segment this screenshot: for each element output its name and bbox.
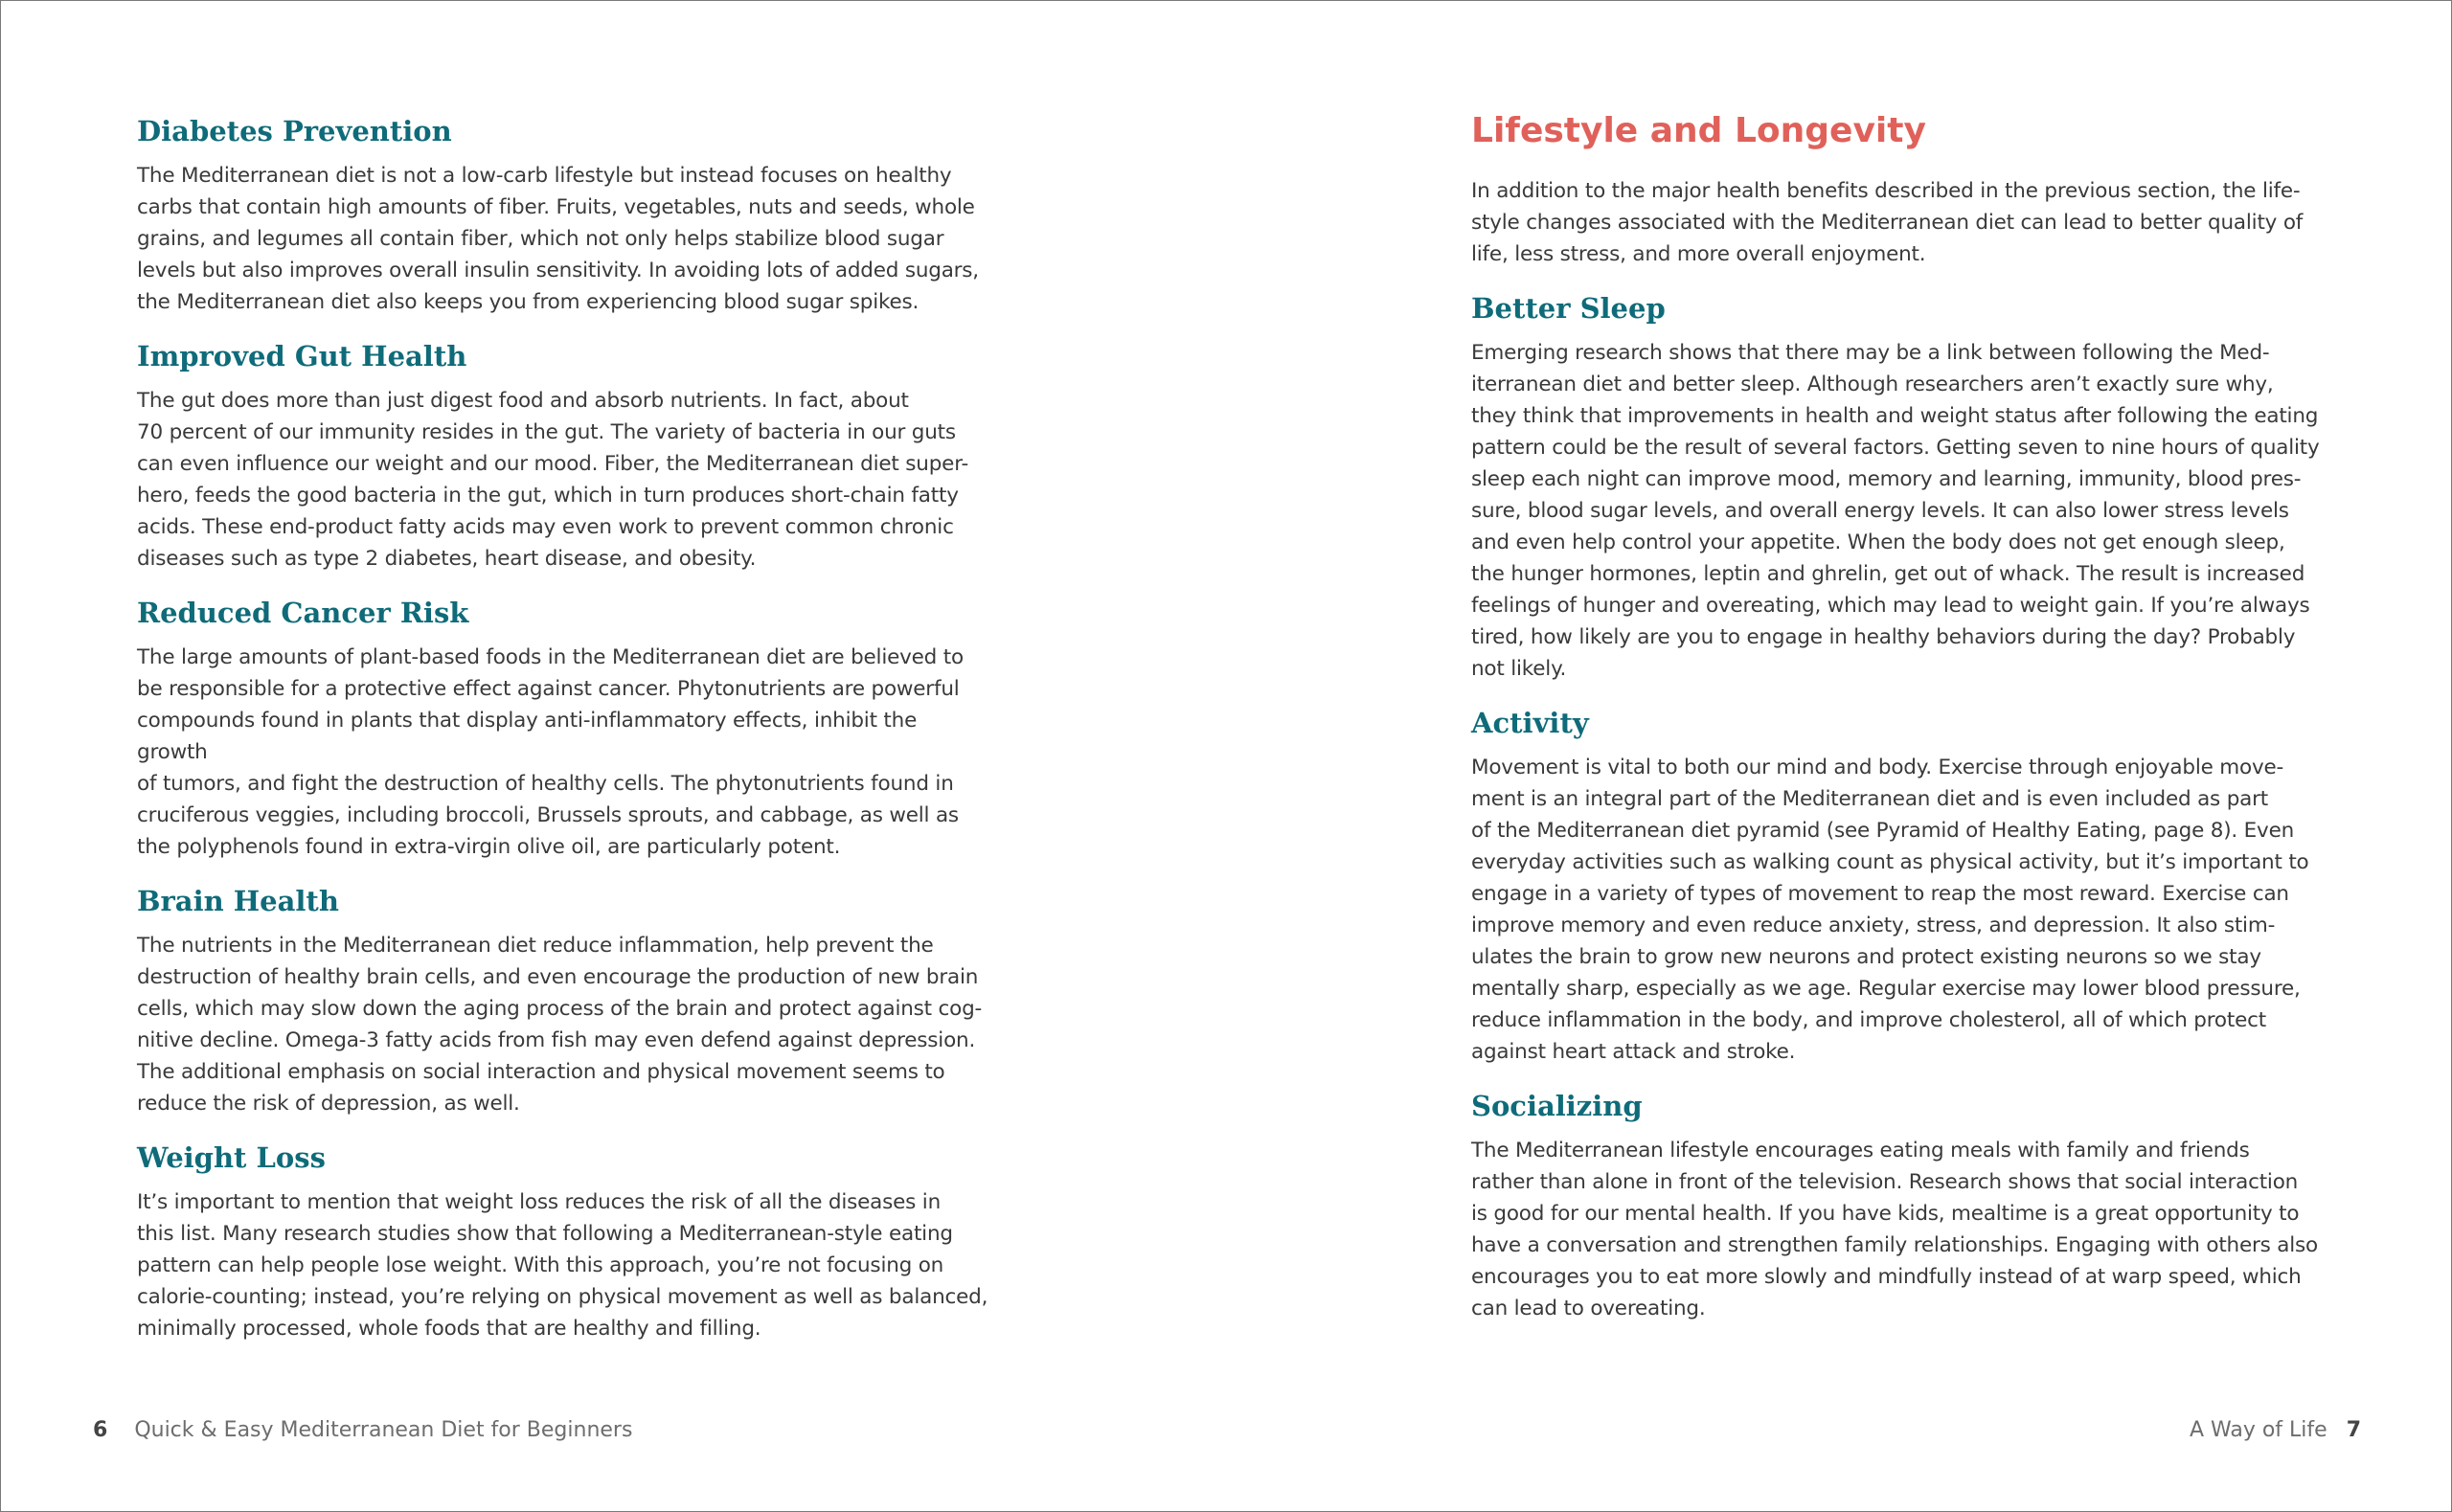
section-title: Better Sleep	[1471, 292, 1666, 325]
left-page-footer	[93, 1418, 632, 1442]
running-section-title: A Way of Life	[2189, 1418, 2327, 1442]
section-title: Improved Gut Health	[137, 340, 467, 372]
section-body: The nutrients in the Mediterranean diet reduce inflammation, help prevent the destruction of healthy brain cells, and even encourage the production of new brain cells, which may slow down the aging process of the brain and protect against cog- nitive decline. Omega-3 fatty acids from fish may even defend against depression. The additional emphasis on social interaction and physical movement seems to reduce the risk of depression, as well.	[137, 934, 983, 1116]
section-body: The Mediterranean diet is not a low-carb lifestyle but instead focuses on healthy carbs that contain high amounts of fiber. Fruits, vegetables, nuts and seeds, whole grains, and legumes all contain fiber, which not only helps stabilize blood sugar levels but also improves overall insulin sensitivity. In avoiding lots of added sugars, the Mediterranean diet also keeps you from experiencing blood sugar spikes.	[137, 164, 979, 314]
section-body: It’s important to mention that weight loss reduces the risk of all the diseases in this list. Many research studies show that following a Mediterranean-style eating pattern can help people lose weight. With this approach, you’re not focusing on calorie-counting; instead, you’re relying on physical movement as well as balanced, minimally processed, whole foods that are healthy and filling.	[137, 1190, 988, 1341]
section-improved-gut-health	[137, 331, 989, 575]
section-body: The gut does more than just digest food and absorb nutrients. In fact, about 70 percent of our immunity resides in the gut. The variety of bacteria in our guts can even influence our weight and our mood. Fiber, the Mediterranean diet super- hero, feeds the good bacteria in the gut, which in turn produces short-chain fatty acids. These end-product fatty acids may even work to prevent common chronic diseases such as type 2 diabetes, heart disease, and obesity.	[137, 389, 969, 571]
section-body: Movement is vital to both our mind and body. Exercise through enjoyable move- ment is an integral part of the Mediterranean diet and is even included as part of the Mediterranean diet pyramid (see Pyramid of Healthy Eating, page 8). Even everyday activities such as walking count as physical activity, but it’s important to engage in a variety of types of movement to reap the most reward. Exercise can improve memory and even reduce anxiety, stress, and depression. It also stim- ulates the brain to grow new neurons and protect existing neurons so we stay mentally sharp, especially as we age. Regular exercise may lower blood pressure, reduce inflammation in the body, and improve cholesterol, all of which protect against heart attack and stroke.	[1471, 756, 2309, 1064]
section-socializing	[1471, 1081, 2324, 1324]
section-body: The Mediterranean lifestyle encourages eating meals with family and friends rather than alone in front of the television. Research shows that social interaction is good for our mental health. If you have kids, mealtime is a great opportunity to have a conversation and strengthen family relationships. Engaging with others also encourages you to eat more slowly and mindfully instead of at warp speed, which can lead to overeating.	[1471, 1139, 2318, 1320]
section-reduced-cancer-risk	[137, 588, 989, 863]
chapter-title: Lifestyle and Longevity	[1471, 111, 1926, 150]
section-body: The large amounts of plant-based foods in the Mediterranean diet are believed to be responsible for a protective effect against cancer. Phytonutrients are powerful compounds found in plants that display anti-inflammatory effects, inhibit the growth of tumors, and fight the destruction of healthy cells. The phytonutrients found in cruciferous veggies, including broccoli, Brussels sprouts, and cabbage, as well as the polyphenols found in extra-virgin olive oil, are particularly potent.	[137, 645, 964, 859]
section-title: Reduced Cancer Risk	[137, 597, 469, 629]
section-better-sleep	[1471, 283, 2324, 685]
page-number: 6	[93, 1418, 108, 1442]
right-page	[1471, 106, 2324, 1338]
chapter-intro: In addition to the major health benefits described in the previous section, the life- style changes associated with the Mediterranean diet can lead to better quality of life, less stress, and more overall enjoyment.	[1471, 179, 2304, 266]
section-title: Diabetes Prevention	[137, 115, 452, 147]
running-book-title: Quick & Easy Mediterranean Diet for Beginners	[134, 1418, 633, 1442]
section-diabetes-prevention	[137, 106, 989, 318]
page-number: 7	[2346, 1418, 2361, 1442]
section-title: Weight Loss	[137, 1141, 326, 1174]
section-weight-loss	[137, 1133, 989, 1344]
section-title: Brain Health	[137, 885, 339, 917]
section-brain-health	[137, 876, 989, 1119]
section-title: Socializing	[1471, 1090, 1643, 1122]
section-activity	[1471, 698, 2324, 1068]
left-page	[137, 106, 989, 1358]
section-title: Activity	[1471, 707, 1589, 739]
right-page-footer	[2190, 1418, 2361, 1442]
section-body: Emerging research shows that there may be a link between following the Med- iterranean diet and better sleep. Although researchers aren’t exactly sure why, they think that improvements in health and weight status after following the eating pattern could be the result of several factors. Getting seven to nine hours of quality sleep each night can improve mood, memory and learning, immunity, blood pres- sure, blood sugar levels, and overall energy levels. It can also lower stress levels and even help control your appetite. When the body does not get enough sleep, the hunger hormones, leptin and ghrelin, get out of whack. The result is increased feelings of hunger and overeating, which may lead to weight gain. If you’re always tired, how likely are you to engage in healthy behaviors during the day? Probably not likely.	[1471, 341, 2320, 681]
